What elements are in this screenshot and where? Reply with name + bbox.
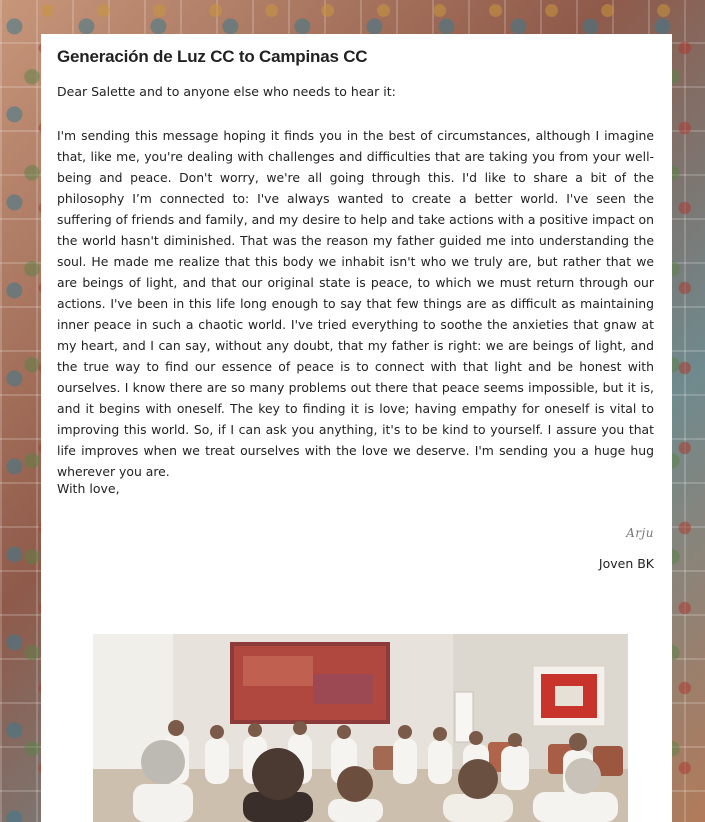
letter-sheet <box>41 34 672 822</box>
letter-closing: With love, <box>57 481 120 496</box>
signer-name: Joven BK <box>598 556 654 571</box>
letter-title: Generación de Luz CC to Campinas CC <box>57 47 368 66</box>
handwritten-signature: Arju <box>626 526 654 540</box>
letter-greeting: Dear Salette and to anyone else who needs to hear it: <box>57 84 396 99</box>
group-meditation-photo <box>93 634 628 822</box>
group-photo-illustration <box>93 634 628 822</box>
letter-body: I'm sending this message hoping it finds you in the best of circumstances, although I imagine that, like me, you're dealing with challenges and difficulties that are taking you from your well-being and peace. Don't worry, we're all going through this. I'd like to share a bit of the philosophy I’m connected to: I've always wanted to create a better world. I've seen the suffering of friends and family, and my desire to help and take actions with a positive impact on the world hasn't diminished. That was the reason my father guided me into understanding the soul. He made me realize that this body we inhabit isn't who we truly are, but rather that we are beings of light, and that our original state is peace, to which we must return through our actions. I've been in this life long enough to say that few things are as difficult as maintaining inner peace in such a chaotic world. I've tried everything to soothe the anxieties that gnaw at my heart, and I can say, without any doubt, that my father is right: we are beings of light, and the true way to find our essence of peace is to connect with that light and be honest with ourselves. I know there are so many problems out there that peace seems impossible, but it is, and it begins with oneself. The key to finding it is love; having empathy for oneself is vital to improving this world. So, if I can ask you anything, it's to be kind to yourself. I assure you that life improves when we treat ourselves with the love we deserve. I'm sending you a huge hug wherever you are. <box>57 128 654 479</box>
